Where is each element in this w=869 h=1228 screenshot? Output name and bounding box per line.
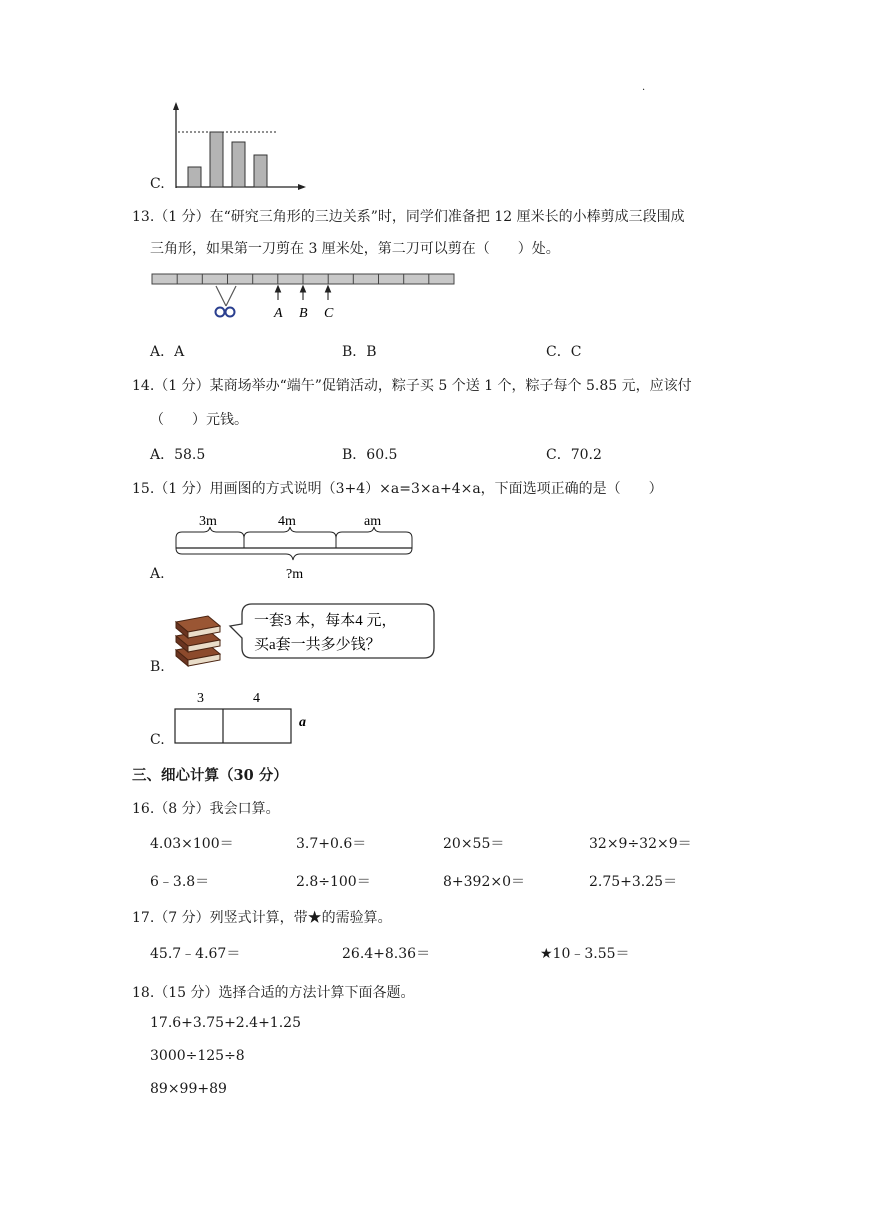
q15-option-a-diagram: [172, 508, 416, 584]
segment-label-3m: 3m: [199, 514, 217, 529]
q18-item-1: 17.6+3.75+2.4+1.25: [150, 1015, 301, 1031]
q12-option-c-bar-chart: [168, 100, 310, 192]
q16-item-7: 8+392×0＝: [443, 874, 525, 890]
bubble-line-2: 买a套一共多少钱？: [254, 637, 381, 653]
q13-option-b: B．B: [342, 344, 377, 360]
q14-line-2: （ ）元钱。: [150, 412, 248, 428]
q16-item-1: 4.03×100＝: [150, 836, 234, 852]
q17-item-2: 26.4+8.36＝: [342, 946, 431, 962]
ruler-label-c: C: [324, 306, 334, 321]
scissors-icon: [216, 286, 237, 317]
rect-label-a: a: [299, 715, 306, 730]
total-label: ?m: [286, 567, 304, 582]
q13-stick-ruler: [150, 270, 460, 326]
q15-option-b-picture: [170, 598, 440, 674]
q15-line-1: 15.（1 分）用画图的方式说明（3+4）×a=3×a+4×a，下面选项正确的是（ ）: [132, 481, 663, 497]
section-3-title: 三、细心计算（30 分）: [132, 767, 288, 784]
books-icon: [176, 616, 220, 666]
q18-title: 18.（15 分）选择合适的方法计算下面各题。: [132, 985, 415, 1001]
q15-option-a-label: A.: [150, 566, 165, 582]
q16-title: 16.（8 分）我会口算。: [132, 801, 280, 817]
q17-item-3: ★10﹣3.55＝: [540, 946, 630, 962]
y-axis-arrow: [173, 102, 179, 110]
bar-1: [188, 167, 201, 187]
q15-option-c-diagram: [170, 684, 314, 746]
q15-option-b-label: B.: [150, 659, 165, 675]
q14-option-a: A．58.5: [150, 447, 206, 463]
q15-option-c-label: C.: [150, 732, 165, 748]
bubble-line-1: 一套3 本，每本4 元，: [254, 613, 397, 629]
bar-4: [254, 155, 267, 187]
q13-option-c: C．C: [546, 344, 582, 360]
q17-item-1: 45.7﹣4.67＝: [150, 946, 241, 962]
x-axis-arrow: [298, 184, 306, 190]
q14-option-c: C．70.2: [546, 447, 602, 463]
rect-label-4: 4: [253, 691, 260, 706]
q16-item-8: 2.75+3.25＝: [589, 874, 678, 890]
q16-item-6: 2.8÷100＝: [296, 874, 371, 890]
speech-bubble: [230, 604, 434, 658]
q18-item-3: 89×99+89: [150, 1081, 227, 1097]
q16-item-2: 3.7+0.6＝: [296, 836, 367, 852]
bar-3: [232, 142, 245, 187]
q12-option-c-label: C.: [150, 176, 165, 192]
q14-line-1: 14.（1 分）某商场举办“端午”促销活动，粽子买 5 个送 1 个，粽子每个 5.85 元，应该付: [132, 378, 692, 394]
ruler-label-b: B: [299, 306, 308, 321]
ruler-label-a: A: [274, 306, 283, 321]
q13-line-2: 三角形，如果第一刀剪在 3 厘米处，第二刀可以剪在（ ）处。: [150, 241, 560, 257]
q16-item-5: 6﹣3.8＝: [150, 874, 210, 890]
corner-dot: .: [642, 82, 646, 93]
q18-item-2: 3000÷125÷8: [150, 1048, 245, 1064]
rect-label-3: 3: [197, 691, 204, 706]
segment-label-am: am: [364, 514, 382, 529]
q13-option-a: A．A: [150, 344, 185, 360]
q16-item-4: 32×9÷32×9＝: [589, 836, 692, 852]
segment-label-4m: 4m: [278, 514, 296, 529]
bar-2: [210, 132, 223, 187]
q13-line-1: 13.（1 分）在“研究三角形的三边关系”时，同学们准备把 12 厘米长的小棒剪成三段围成: [132, 209, 685, 225]
q16-item-3: 20×55＝: [443, 836, 505, 852]
q14-option-b: B．60.5: [342, 447, 398, 463]
q17-title: 17.（7 分）列竖式计算，带★的需验算。: [132, 910, 392, 926]
